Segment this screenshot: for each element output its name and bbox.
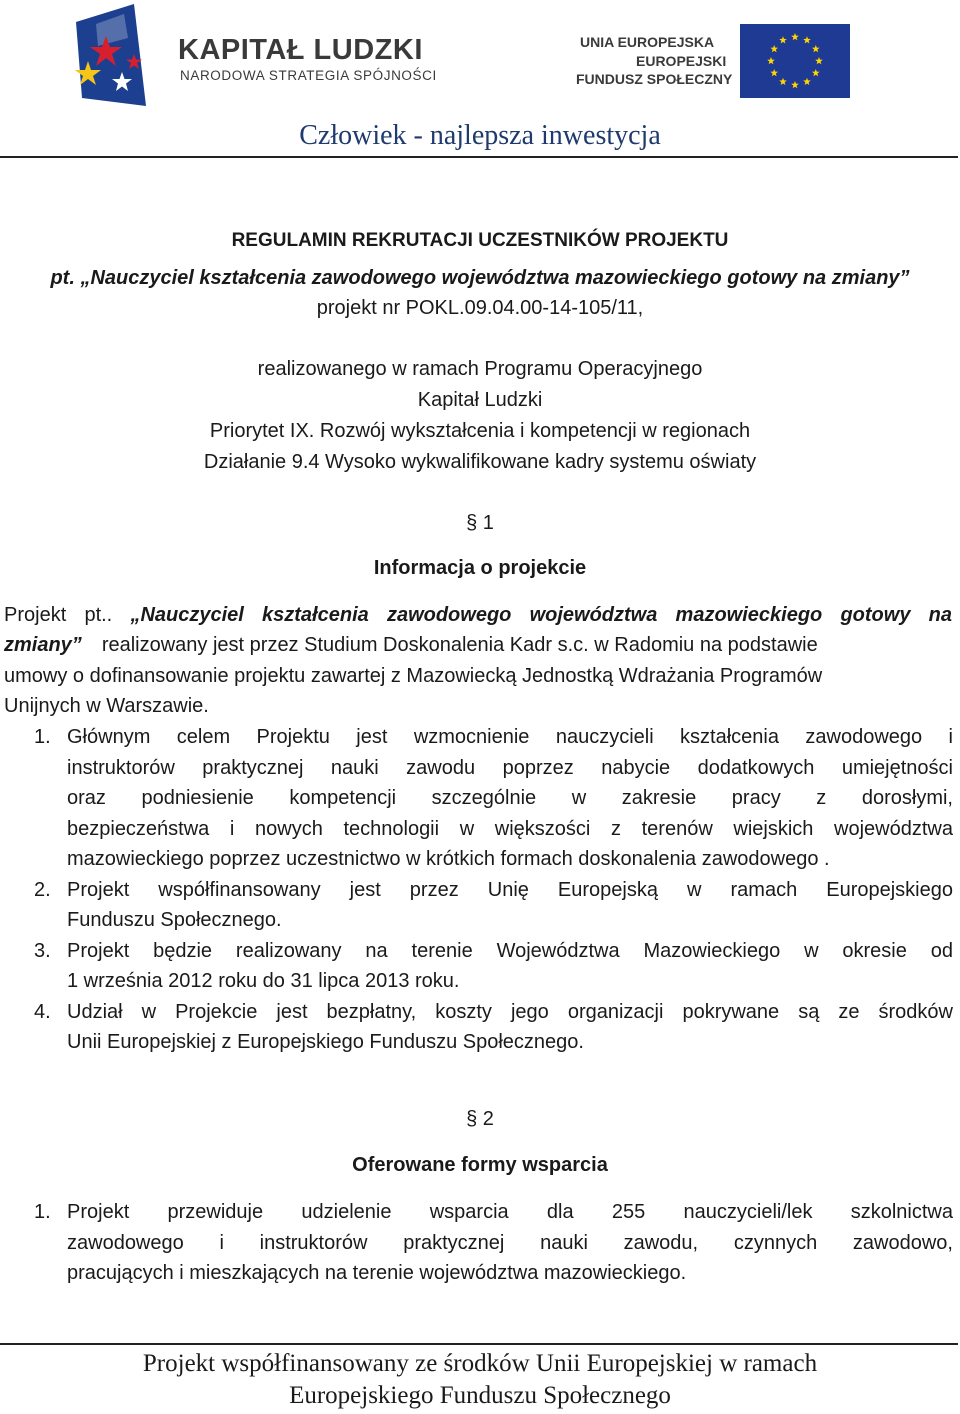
project-number: projekt nr POKL.09.04.00-14-105/11, <box>316 297 644 319</box>
eu-flag-icon <box>740 24 850 98</box>
list-item-text: Projekt będzie realizowany na terenie Województwa Mazowieckiego w okresie od <box>67 939 953 962</box>
footer-divider <box>0 1343 958 1345</box>
section-2-heading: Oferowane formy wsparcia <box>352 1154 608 1176</box>
priority-line: Priorytet IX. Rozwój wykształcenia i kompetencji w regionach <box>209 420 751 442</box>
list-item-number: 4. <box>34 1000 51 1023</box>
project-name: pt. „Nauczyciel kształcenia zawodowego województwa mazowieckiego gotowy na zmiany” <box>50 267 910 289</box>
section-2-number: § 2 <box>466 1108 494 1130</box>
kapital-ludzki-emblem-icon <box>68 2 178 110</box>
list-item-number: 1. <box>34 1201 51 1223</box>
section-1-number: § 1 <box>466 512 494 534</box>
list-item-text: 1 września 2012 roku do 31 lipca 2013 roku. <box>67 970 460 992</box>
kapital-ludzki-title: KAPITAŁ LUDZKI <box>178 34 423 66</box>
document-title: REGULAMIN REKRUTACJI UCZESTNIKÓW PROJEKTU <box>231 230 729 251</box>
section-1-heading: Informacja o projekcie <box>373 557 587 579</box>
program-line: realizowanego w ramach Programu Operacyjnego <box>257 358 703 380</box>
list-item-text: oraz podniesienie kompetencji szczególnie w zakresie pracy z dorosłymi, <box>67 787 953 809</box>
list-item-text: Udział w Projekcie jest bezpłatny, koszty jego organizacji pokrywane są ze środków <box>67 1000 953 1023</box>
program-name: Kapitał Ludzki <box>417 389 543 411</box>
list-item-text: instruktorów praktycznej nauki zawodu poprzez nabycie dodatkowych umiejętności <box>67 756 953 779</box>
eu-logo-line3: FUNDUSZ SPOŁECZNY <box>576 71 733 87</box>
footer-line1: Projekt współfinansowany ze środków Unii Europejskiej w ramach <box>142 1350 818 1377</box>
list-item-text: mazowieckiego poprzez uczestnictwo w krótkich formach doskonalenia zawodowego . <box>67 848 830 870</box>
section-1-intro-line1: Projekt pt.. „Nauczyciel kształcenia zawodowego województwa mazowieckiego gotowy na <box>4 604 952 626</box>
footer-line2: Europejskiego Funduszu Społecznego <box>289 1382 671 1409</box>
list-item-number: 2. <box>34 878 51 901</box>
eu-logo-line2: EUROPEJSKI <box>636 53 727 69</box>
kapital-ludzki-subtitle: NARODOWA STRATEGIA SPÓJNOŚCI <box>180 68 437 83</box>
section-1-intro-line2: zmiany” realizowany jest przez Studium Doskonalenia Kadr s.c. w Radomiu na podstawie <box>4 634 818 656</box>
list-item-number: 1. <box>34 726 51 748</box>
header-divider <box>0 156 958 158</box>
eu-logo-line1: UNIA EUROPEJSKA <box>580 34 715 50</box>
list-item-text: bezpieczeństwa i nowych technologii w większości z terenów wiejskich województwa <box>67 817 953 840</box>
list-item-text: pracujących i mieszkających na terenie województwa mazowieckiego. <box>67 1262 687 1284</box>
section-1-intro-line4: Unijnych w Warszawie. <box>4 695 209 717</box>
action-line: Działanie 9.4 Wysoko wykwalifikowane kadry systemu oświaty <box>203 451 757 473</box>
slogan: Człowiek - najlepsza inwestycja <box>299 120 661 151</box>
section-1-intro-line3: umowy o dofinansowanie projektu zawartej z Mazowiecką Jednostką Wdrażania Programów <box>4 665 823 687</box>
list-item-text: Unii Europejskiej z Europejskiego Funduszu Społecznego. <box>67 1031 584 1053</box>
list-item-text: zawodowego i instruktorów praktycznej nauki zawodu, czynnych zawodowo, <box>67 1231 953 1254</box>
list-item-text: Głównym celem Projektu jest wzmocnienie nauczycieli kształcenia zawodowego i <box>67 726 953 748</box>
list-item-text: Projekt przewiduje udzielenie wsparcia dla 255 nauczycieli/lek szkolnictwa <box>67 1201 953 1223</box>
list-item-text: Projekt współfinansowany jest przez Unię Europejską w ramach Europejskiego <box>67 878 953 901</box>
kapital-ludzki-logo <box>68 2 468 110</box>
list-item-number: 3. <box>34 939 51 962</box>
list-item-text: Funduszu Społecznego. <box>67 909 282 931</box>
eu-efs-logo <box>576 22 852 100</box>
